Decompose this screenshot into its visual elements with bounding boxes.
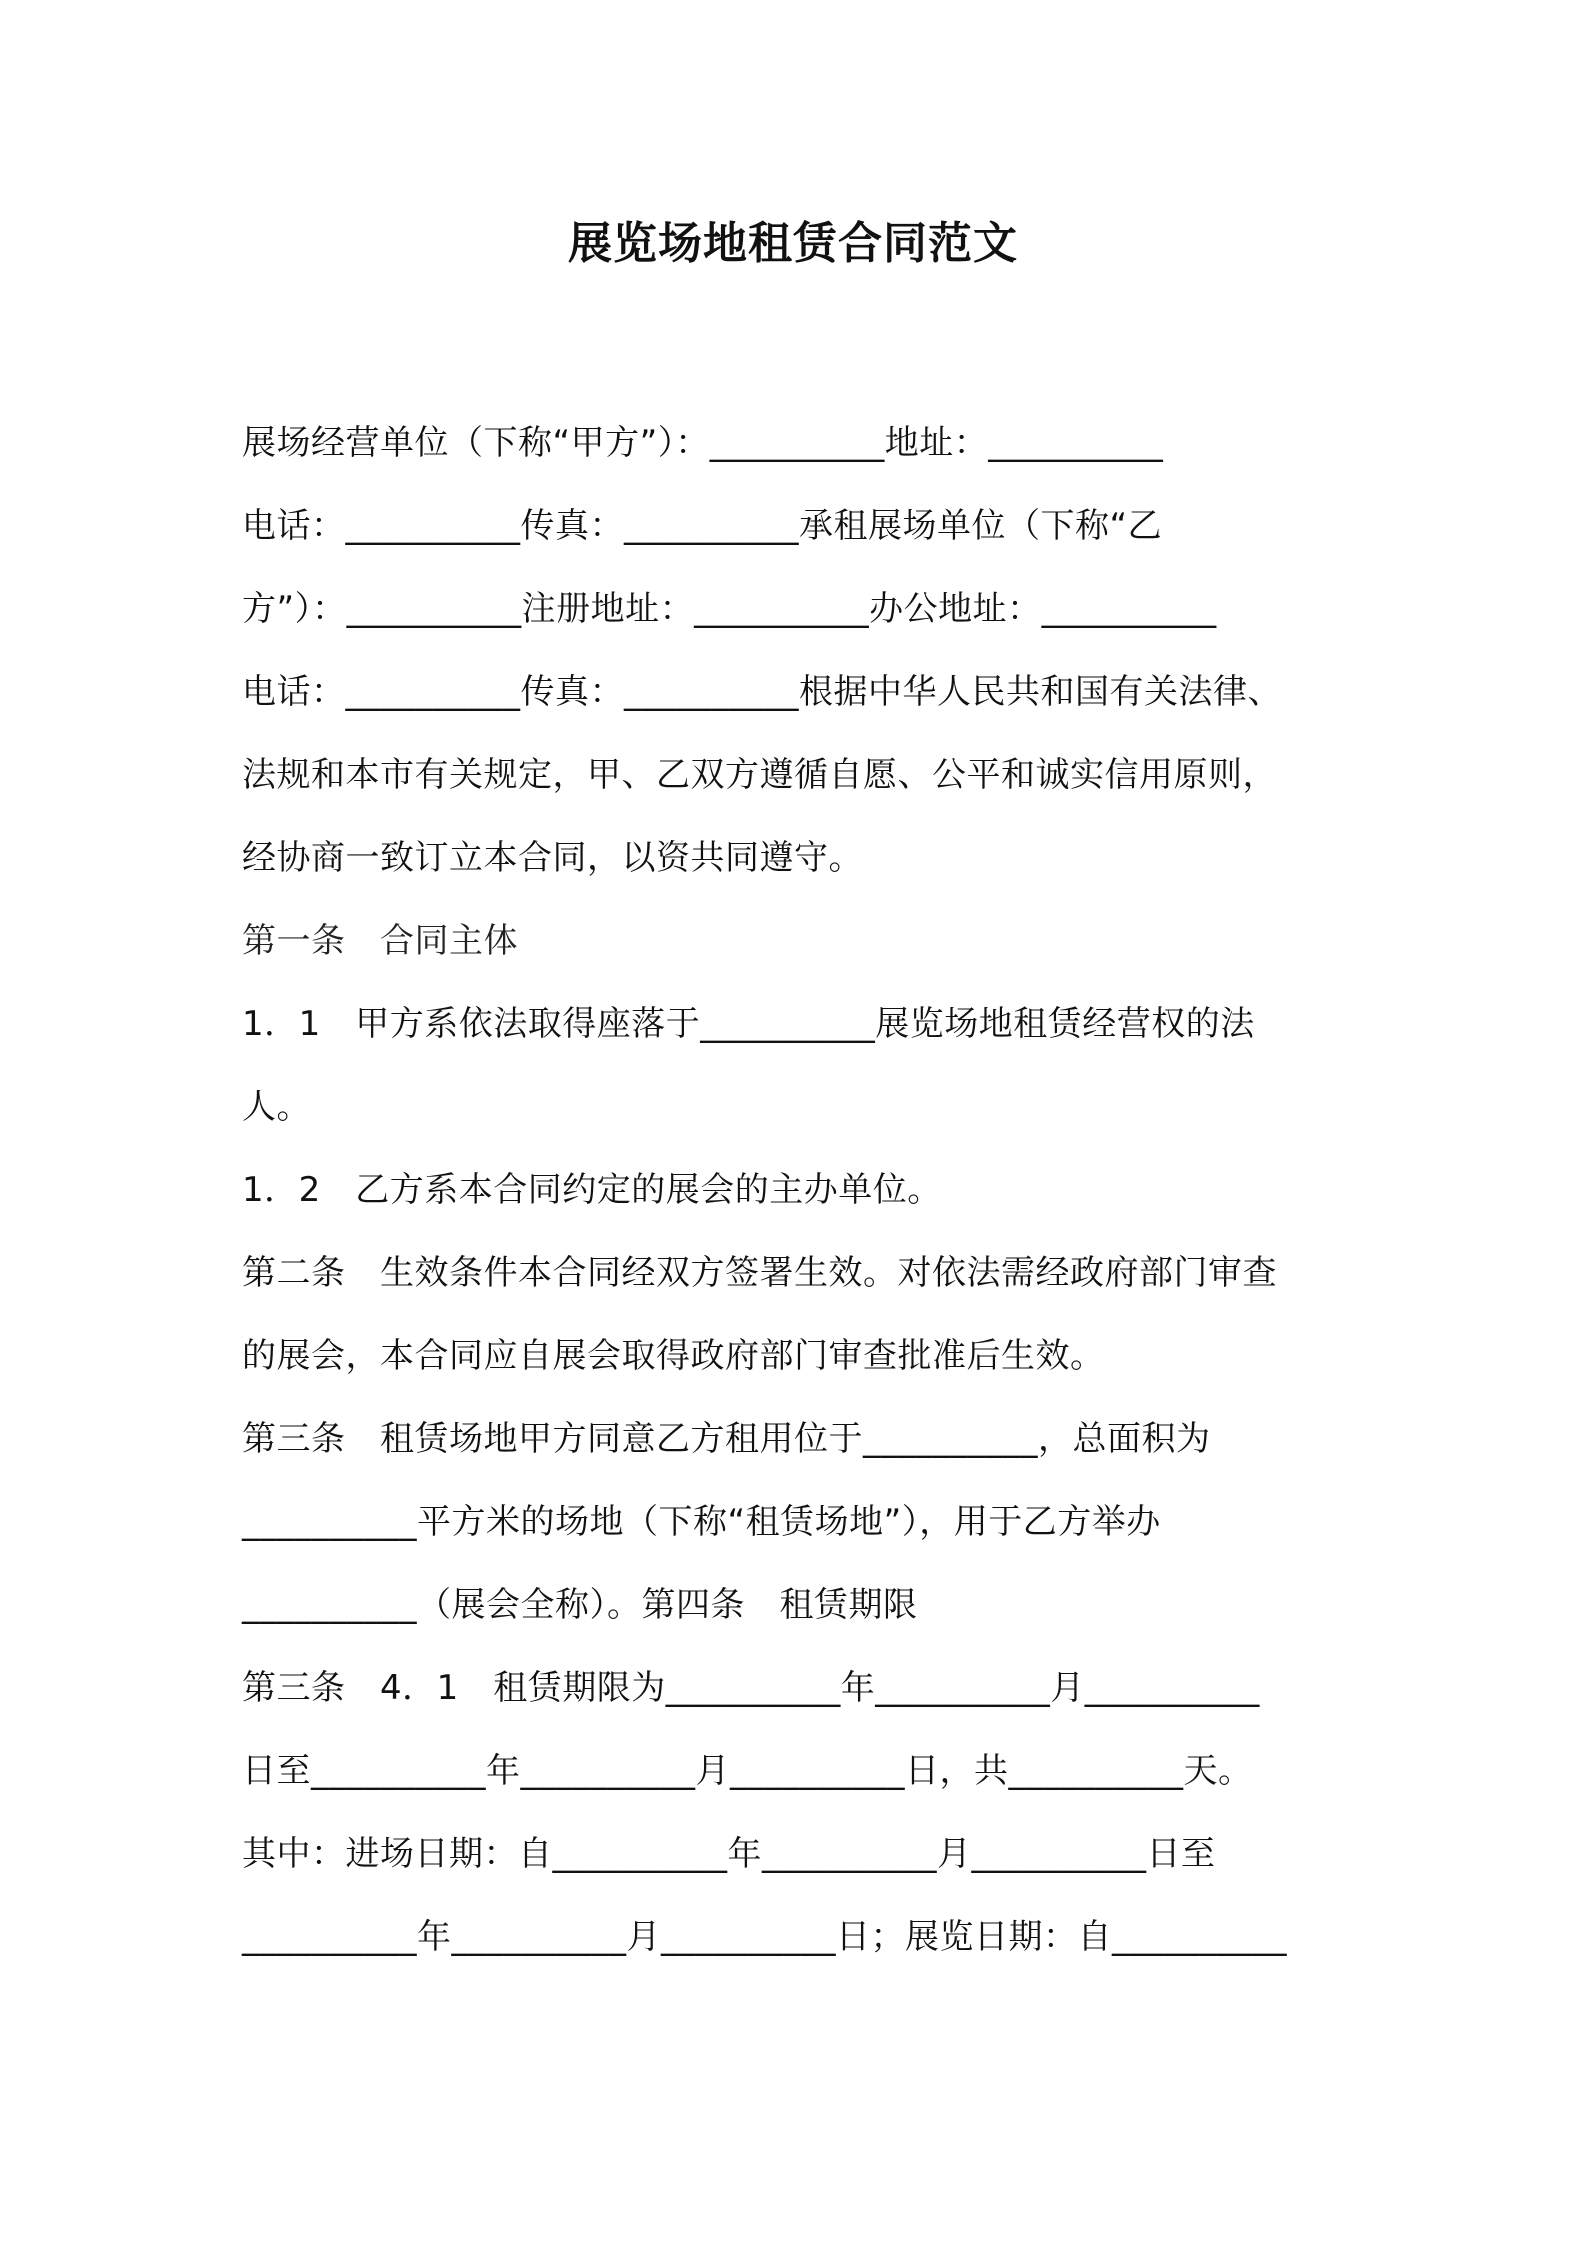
text-line-12: 的展会，本合同应自展会取得政府部门审查批准后生效。 [242,1336,1105,1376]
text-line-1: 展场经营单位（下称“甲方”）：__________地址：__________ [242,423,1164,463]
text-line-17: 日至__________年__________月__________日，共__________天。 [242,1751,1253,1791]
text-line-2: 电话：__________传真：__________承租展场单位（下称“乙 [242,506,1163,546]
text-line-5: 法规和本市有关规定，甲、乙双方遵循自愿、公平和诚实信用原则， [242,755,1277,795]
text-line-16: 第三条 4．1 租赁期限为__________年__________月__________ [242,1668,1260,1708]
text-line-8: 1．1 甲方系依法取得座落于__________展览场地租赁经营权的法 [242,1004,1255,1044]
text-line-18: 其中：进场日期：自__________年__________月__________日至 [242,1834,1216,1874]
article-1-heading: 第一条 合同主体 [242,921,518,961]
text-line-19: __________年__________月__________日；展览日期：自__________ [242,1917,1287,1957]
text-line-9: 人。 [242,1087,311,1127]
text-line-10: 1．2 乙方系本合同约定的展会的主办单位。 [242,1170,942,1210]
document-title: 展览场地租赁合同范文 [568,218,1018,269]
text-line-4: 电话：__________传真：__________根据中华人民共和国有关法律、 [242,672,1282,712]
text-line-3: 方”）：__________注册地址：__________办公地址：__________ [242,589,1217,629]
text-line-15: __________（展会全称）。第四条 租赁期限 [242,1585,918,1625]
article-2-line: 第二条 生效条件本合同经双方签署生效。对依法需经政府部门审查 [242,1253,1277,1293]
text-line-6: 经协商一致订立本合同，以资共同遵守。 [242,838,863,878]
article-3-line: 第三条 租赁场地甲方同意乙方租用位于__________，总面积为 [242,1419,1211,1459]
text-line-14: __________平方米的场地（下称“租赁场地”），用于乙方举办 [242,1502,1161,1542]
